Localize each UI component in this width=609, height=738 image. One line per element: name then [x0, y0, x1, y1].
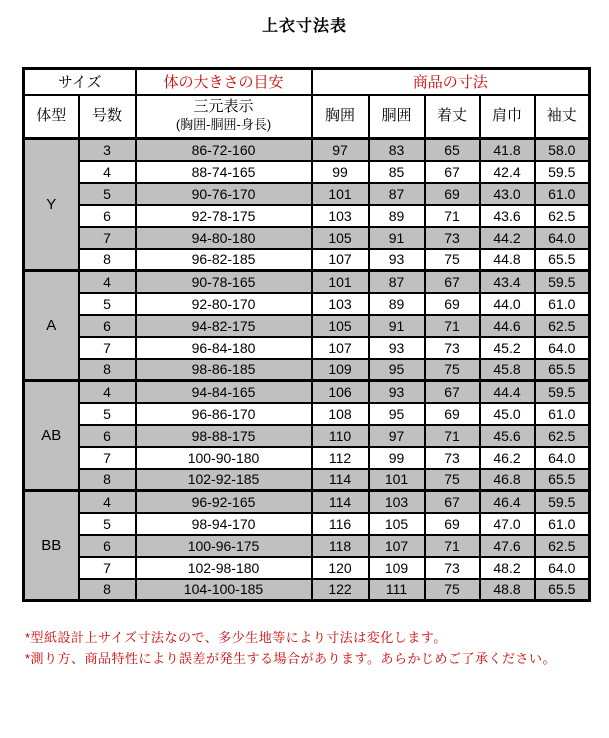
shoulder-cell: 44.6: [480, 315, 535, 337]
chest-cell: 122: [312, 579, 369, 601]
col-header-chest: 胸囲: [312, 95, 369, 139]
waist-cell: 101: [369, 469, 425, 491]
sleeve-cell: 61.0: [535, 403, 590, 425]
table-row: [24, 227, 590, 249]
triple-cell: 94-84-165: [136, 381, 312, 403]
waist-cell: 87: [369, 271, 425, 293]
length-cell: 69: [425, 403, 480, 425]
length-cell: 67: [425, 491, 480, 513]
chest-cell: 106: [312, 381, 369, 403]
sleeve-cell: 64.0: [535, 227, 590, 249]
length-cell: 75: [425, 579, 480, 601]
length-cell: 75: [425, 249, 480, 271]
sleeve-cell: 64.0: [535, 337, 590, 359]
shoulder-cell: 47.0: [480, 513, 535, 535]
length-cell: 71: [425, 425, 480, 447]
waist-cell: 95: [369, 359, 425, 381]
length-cell: 67: [425, 381, 480, 403]
shoulder-cell: 43.0: [480, 183, 535, 205]
col-header-shoulder: 肩巾: [480, 95, 535, 139]
triple-cell: 92-78-175: [136, 205, 312, 227]
size-table-body: [24, 139, 590, 601]
sleeve-cell: 61.0: [535, 183, 590, 205]
chest-cell: 108: [312, 403, 369, 425]
table-row: [24, 491, 590, 513]
table-row: [24, 271, 590, 293]
sleeve-cell: 62.5: [535, 425, 590, 447]
triple-cell: 96-86-170: [136, 403, 312, 425]
sleeve-cell: 58.0: [535, 139, 590, 161]
length-cell: 71: [425, 535, 480, 557]
waist-cell: 103: [369, 491, 425, 513]
sleeve-cell: 59.5: [535, 161, 590, 183]
table-row: [24, 535, 590, 557]
size-no-cell: 5: [79, 403, 136, 425]
sleeve-cell: 61.0: [535, 293, 590, 315]
size-no-cell: 3: [79, 139, 136, 161]
chest-cell: 97: [312, 139, 369, 161]
length-cell: 67: [425, 271, 480, 293]
table-row: [24, 403, 590, 425]
waist-cell: 93: [369, 249, 425, 271]
length-cell: 69: [425, 183, 480, 205]
col-header-triple: [136, 95, 312, 139]
size-no-cell: 6: [79, 315, 136, 337]
waist-cell: 109: [369, 557, 425, 579]
length-cell: 69: [425, 513, 480, 535]
triple-cell: 98-88-175: [136, 425, 312, 447]
table-row: [24, 557, 590, 579]
waist-cell: 87: [369, 183, 425, 205]
size-no-cell: 5: [79, 513, 136, 535]
col-header-length: 着丈: [425, 95, 480, 139]
triple-cell: 94-80-180: [136, 227, 312, 249]
size-no-cell: 6: [79, 205, 136, 227]
shoulder-cell: 42.4: [480, 161, 535, 183]
sleeve-cell: 59.5: [535, 381, 590, 403]
length-cell: 73: [425, 337, 480, 359]
footnote-measurement-error: *測り方、商品特性により誤差が発生する場合があります。あらかじめご了承ください。: [25, 651, 557, 666]
size-no-cell: 7: [79, 447, 136, 469]
shoulder-cell: 47.6: [480, 535, 535, 557]
table-row: [24, 139, 590, 161]
shoulder-cell: 46.8: [480, 469, 535, 491]
header-size-group: サイズ: [24, 69, 136, 95]
table-row: [24, 513, 590, 535]
waist-cell: 85: [369, 161, 425, 183]
size-no-cell: 4: [79, 491, 136, 513]
size-no-cell: 8: [79, 579, 136, 601]
body-type-cell: Y: [24, 139, 79, 271]
header-group-row: [24, 69, 590, 95]
header-product-group: 商品の寸法: [312, 69, 590, 95]
size-no-cell: 6: [79, 425, 136, 447]
footnote-pattern-design: *型紙設計上サイズ寸法なので、多少生地等により寸法は変化します。: [25, 630, 447, 645]
table-row: [24, 579, 590, 601]
shoulder-cell: 44.4: [480, 381, 535, 403]
table-row: [24, 161, 590, 183]
waist-cell: 91: [369, 227, 425, 249]
length-cell: 71: [425, 205, 480, 227]
chest-cell: 116: [312, 513, 369, 535]
waist-cell: 97: [369, 425, 425, 447]
page-title: 上衣寸法表: [261, 18, 347, 35]
length-cell: 73: [425, 447, 480, 469]
sleeve-cell: 59.5: [535, 271, 590, 293]
shoulder-cell: 44.2: [480, 227, 535, 249]
sleeve-cell: 59.5: [535, 491, 590, 513]
table-row: [24, 447, 590, 469]
table-row: [24, 359, 590, 381]
chest-cell: 109: [312, 359, 369, 381]
waist-cell: 91: [369, 315, 425, 337]
triple-cell: 102-92-185: [136, 469, 312, 491]
length-cell: 75: [425, 469, 480, 491]
triple-cell: 90-76-170: [136, 183, 312, 205]
table-row: [24, 293, 590, 315]
length-cell: 71: [425, 315, 480, 337]
sleeve-cell: 62.5: [535, 315, 590, 337]
sleeve-cell: 64.0: [535, 557, 590, 579]
shoulder-cell: 46.4: [480, 491, 535, 513]
chest-cell: 101: [312, 271, 369, 293]
col-header-triple-line1: 三元表示: [193, 97, 254, 115]
table-row: [24, 425, 590, 447]
chest-cell: 105: [312, 227, 369, 249]
chest-cell: 107: [312, 337, 369, 359]
size-no-cell: 4: [79, 381, 136, 403]
waist-cell: 89: [369, 205, 425, 227]
length-cell: 73: [425, 557, 480, 579]
triple-cell: 94-82-175: [136, 315, 312, 337]
chest-cell: 103: [312, 205, 369, 227]
size-no-cell: 7: [79, 227, 136, 249]
waist-cell: 107: [369, 535, 425, 557]
triple-cell: 92-80-170: [136, 293, 312, 315]
waist-cell: 89: [369, 293, 425, 315]
triple-cell: 98-86-185: [136, 359, 312, 381]
length-cell: 75: [425, 359, 480, 381]
chest-cell: 101: [312, 183, 369, 205]
col-header-triple-line2: (胸囲-胴囲-身長): [175, 117, 272, 133]
chest-cell: 99: [312, 161, 369, 183]
chest-cell: 114: [312, 491, 369, 513]
shoulder-cell: 45.6: [480, 425, 535, 447]
sleeve-cell: 62.5: [535, 535, 590, 557]
length-cell: 67: [425, 161, 480, 183]
waist-cell: 111: [369, 579, 425, 601]
waist-cell: 95: [369, 403, 425, 425]
triple-cell: 88-74-165: [136, 161, 312, 183]
shoulder-cell: 43.4: [480, 271, 535, 293]
chest-cell: 105: [312, 315, 369, 337]
waist-cell: 93: [369, 381, 425, 403]
table-row: [24, 183, 590, 205]
col-header-sleeve: 袖丈: [535, 95, 590, 139]
size-no-cell: 7: [79, 337, 136, 359]
table-row: [24, 315, 590, 337]
header-body-guide-group: 体の大きさの目安: [136, 69, 312, 95]
triple-cell: 104-100-185: [136, 579, 312, 601]
triple-cell: 102-98-180: [136, 557, 312, 579]
sleeve-cell: 65.5: [535, 249, 590, 271]
table-row: [24, 249, 590, 271]
chest-cell: 120: [312, 557, 369, 579]
size-no-cell: 7: [79, 557, 136, 579]
triple-cell: 86-72-160: [136, 139, 312, 161]
triple-cell: 90-78-165: [136, 271, 312, 293]
col-header-size-no: 号数: [79, 95, 136, 139]
table-row: [24, 469, 590, 491]
triple-cell: 96-82-185: [136, 249, 312, 271]
size-no-cell: 8: [79, 469, 136, 491]
chest-cell: 110: [312, 425, 369, 447]
shoulder-cell: 45.8: [480, 359, 535, 381]
size-no-cell: 5: [79, 183, 136, 205]
triple-cell: 98-94-170: [136, 513, 312, 535]
shoulder-cell: 41.8: [480, 139, 535, 161]
triple-cell: 100-90-180: [136, 447, 312, 469]
col-header-waist: 胴囲: [369, 95, 425, 139]
length-cell: 65: [425, 139, 480, 161]
size-chart-table: [22, 67, 591, 602]
chest-cell: 118: [312, 535, 369, 557]
shoulder-cell: 46.2: [480, 447, 535, 469]
col-header-body-type: 体型: [24, 95, 79, 139]
body-type-cell: A: [24, 271, 79, 381]
sleeve-cell: 64.0: [535, 447, 590, 469]
footnotes: [25, 627, 609, 669]
table-row: [24, 381, 590, 403]
size-no-cell: 5: [79, 293, 136, 315]
triple-cell: 96-84-180: [136, 337, 312, 359]
chest-cell: 107: [312, 249, 369, 271]
waist-cell: 99: [369, 447, 425, 469]
chest-cell: 114: [312, 469, 369, 491]
shoulder-cell: 44.8: [480, 249, 535, 271]
waist-cell: 83: [369, 139, 425, 161]
triple-cell: 100-96-175: [136, 535, 312, 557]
shoulder-cell: 48.8: [480, 579, 535, 601]
sleeve-cell: 65.5: [535, 359, 590, 381]
sleeve-cell: 65.5: [535, 579, 590, 601]
body-type-cell: AB: [24, 381, 79, 491]
shoulder-cell: 44.0: [480, 293, 535, 315]
table-row: [24, 205, 590, 227]
triple-cell: 96-92-165: [136, 491, 312, 513]
size-no-cell: 6: [79, 535, 136, 557]
sleeve-cell: 61.0: [535, 513, 590, 535]
shoulder-cell: 48.2: [480, 557, 535, 579]
sleeve-cell: 65.5: [535, 469, 590, 491]
shoulder-cell: 45.0: [480, 403, 535, 425]
waist-cell: 105: [369, 513, 425, 535]
size-no-cell: 8: [79, 359, 136, 381]
body-type-cell: BB: [24, 491, 79, 601]
shoulder-cell: 43.6: [480, 205, 535, 227]
shoulder-cell: 45.2: [480, 337, 535, 359]
sleeve-cell: 62.5: [535, 205, 590, 227]
size-no-cell: 4: [79, 161, 136, 183]
chest-cell: 112: [312, 447, 369, 469]
size-no-cell: 8: [79, 249, 136, 271]
header-column-row: [24, 95, 590, 139]
length-cell: 69: [425, 293, 480, 315]
waist-cell: 93: [369, 337, 425, 359]
length-cell: 73: [425, 227, 480, 249]
table-row: [24, 337, 590, 359]
chest-cell: 103: [312, 293, 369, 315]
size-no-cell: 4: [79, 271, 136, 293]
